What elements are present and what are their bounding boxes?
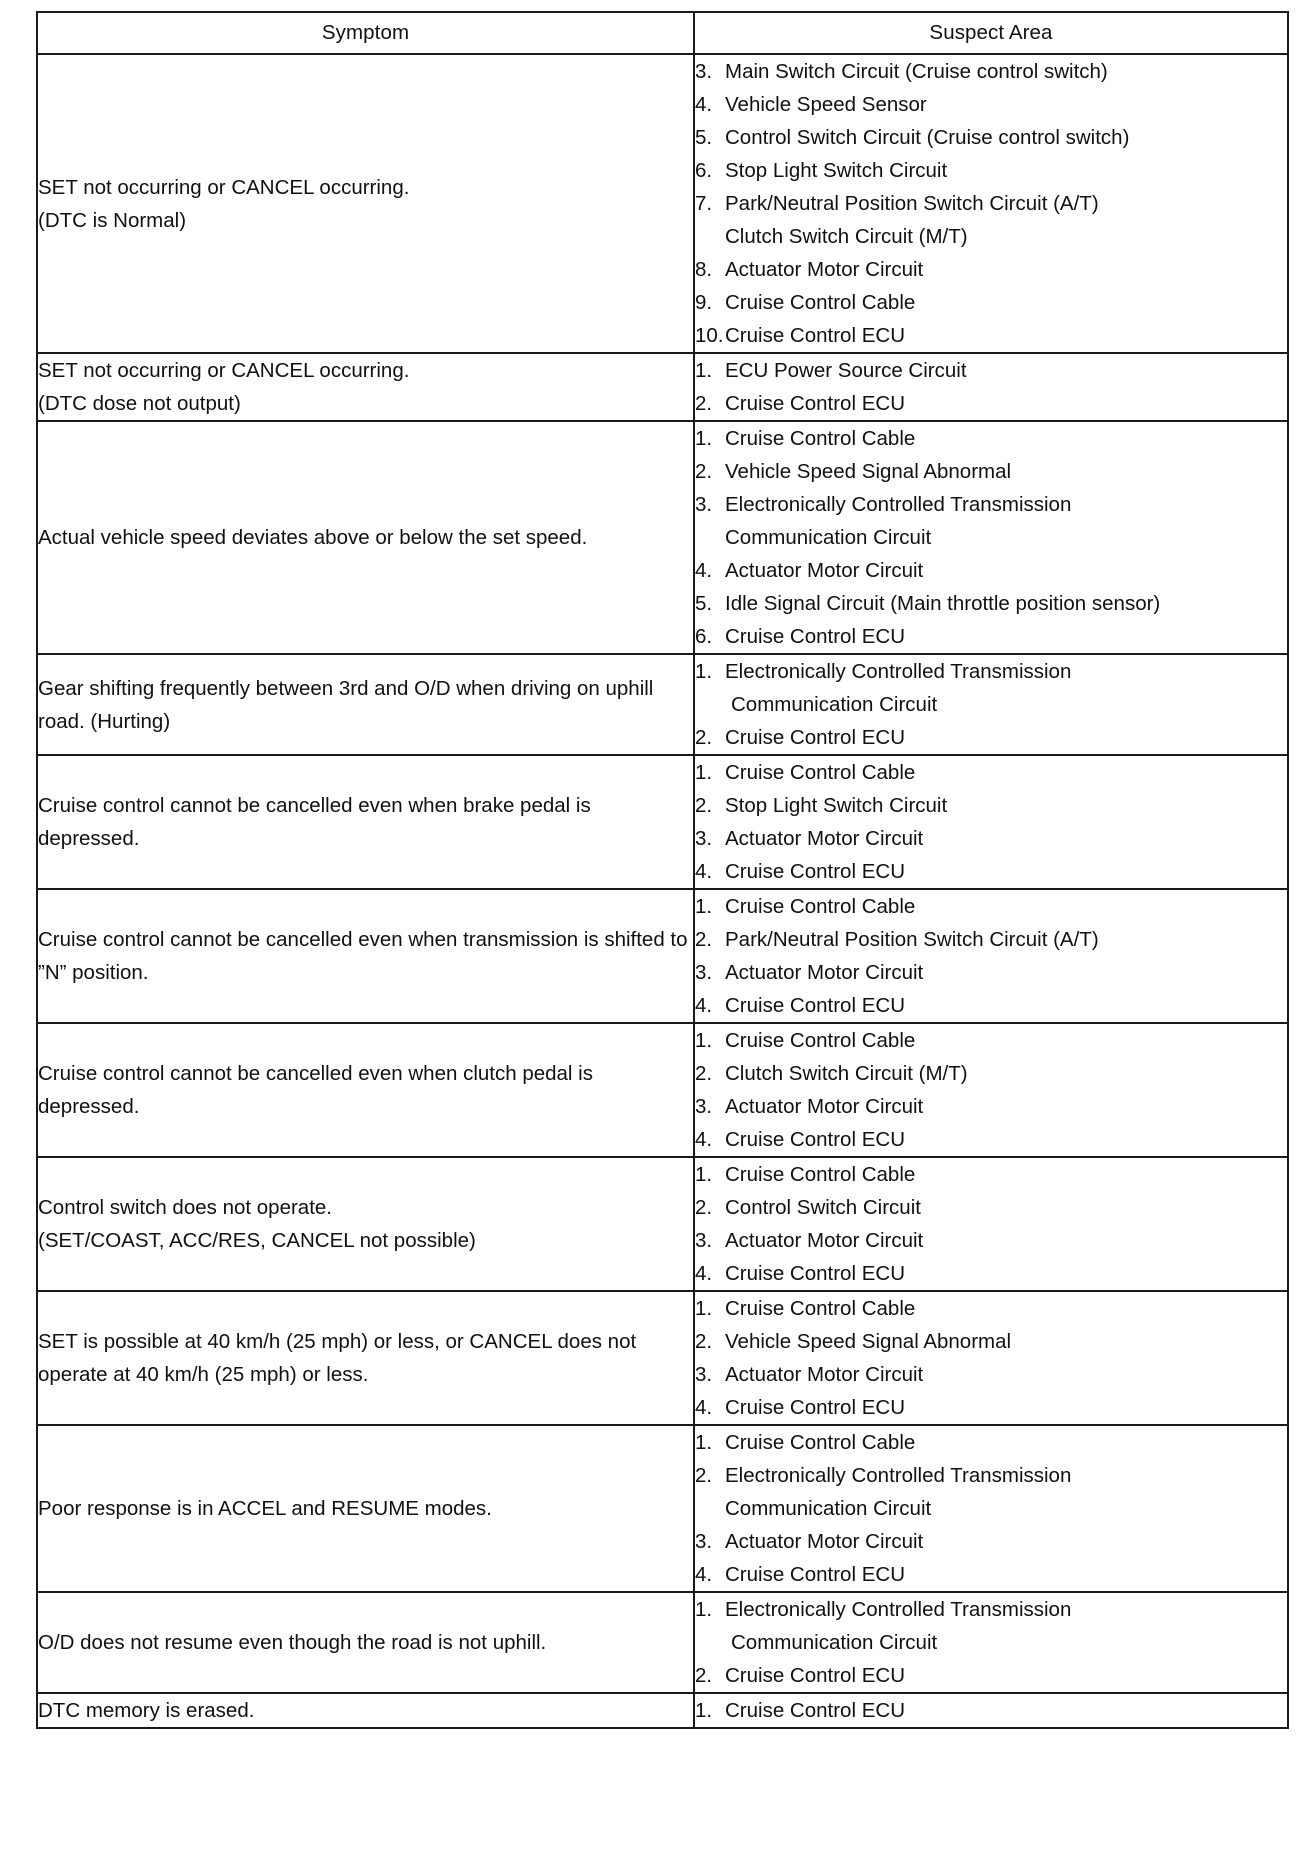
item-text: Cruise Control Cable bbox=[725, 427, 916, 450]
item-text: Idle Signal Circuit (Main throttle position sensor) bbox=[725, 592, 1161, 615]
item-text: Cruise Control Cable bbox=[725, 761, 916, 784]
item-number: 5. bbox=[695, 592, 713, 615]
suspect-item bbox=[695, 1358, 1287, 1391]
item-continuation: Communication Circuit bbox=[731, 1631, 938, 1654]
table-row bbox=[37, 54, 1288, 353]
suspect-item bbox=[695, 989, 1287, 1022]
symptom-text: Gear shifting frequently between 3rd and O/D when driving on uphill road. (Hurting) bbox=[38, 676, 654, 733]
symptom-cell bbox=[37, 889, 694, 1023]
table-row bbox=[37, 353, 1288, 421]
symptom-cell bbox=[37, 421, 694, 654]
item-number: 2. bbox=[695, 726, 713, 749]
suspect-item bbox=[695, 1158, 1287, 1191]
item-text: Electronically Controlled Transmission bbox=[725, 493, 1072, 516]
item-number: 1. bbox=[695, 359, 713, 382]
symptom-text: Cruise control cannot be cancelled even when brake pedal is depressed. bbox=[38, 794, 591, 850]
symptom-text: (SET/COAST, ACC/RES, CANCEL not possible) bbox=[38, 1229, 476, 1252]
item-number: 4. bbox=[695, 1563, 713, 1586]
item-text: Electronically Controlled Transmission bbox=[725, 1598, 1072, 1621]
suspect-item bbox=[695, 721, 1287, 754]
item-text: Actuator Motor Circuit bbox=[725, 827, 924, 850]
suspect-area-cell bbox=[694, 755, 1288, 889]
suspect-item bbox=[695, 88, 1287, 121]
item-continuation: Communication Circuit bbox=[725, 526, 932, 549]
symptom-text: DTC memory is erased. bbox=[38, 1699, 255, 1722]
table-row bbox=[37, 1592, 1288, 1693]
suspect-item bbox=[695, 1593, 1287, 1626]
item-continuation: Clutch Switch Circuit (M/T) bbox=[725, 225, 968, 248]
item-text: Cruise Control ECU bbox=[725, 1699, 905, 1722]
suspect-item bbox=[695, 923, 1287, 956]
suspect-area-cell bbox=[694, 54, 1288, 353]
suspect-item bbox=[695, 488, 1287, 521]
item-text: Cruise Control ECU bbox=[725, 1563, 905, 1586]
item-number: 3. bbox=[695, 1530, 713, 1553]
suspect-area-cell bbox=[694, 889, 1288, 1023]
item-text: Stop Light Switch Circuit bbox=[725, 159, 948, 182]
item-number: 4. bbox=[695, 1128, 713, 1151]
item-text: Actuator Motor Circuit bbox=[725, 1363, 924, 1386]
troubleshooting-table bbox=[36, 11, 1289, 1729]
symptom-cell bbox=[37, 1693, 694, 1728]
suspect-item bbox=[695, 756, 1287, 789]
item-number: 7. bbox=[695, 192, 713, 215]
symptom-cell bbox=[37, 1291, 694, 1425]
item-text: Cruise Control Cable bbox=[725, 1163, 916, 1186]
item-number: 3. bbox=[695, 1363, 713, 1386]
item-text: Cruise Control Cable bbox=[725, 291, 916, 314]
suspect-item bbox=[695, 789, 1287, 822]
symptom-cell bbox=[37, 1425, 694, 1592]
item-text: Cruise Control ECU bbox=[725, 1128, 905, 1151]
item-number: 4. bbox=[695, 860, 713, 883]
suspect-item bbox=[695, 655, 1287, 688]
suspect-item bbox=[695, 1459, 1287, 1492]
item-number: 2. bbox=[695, 392, 713, 415]
suspect-item bbox=[695, 822, 1287, 855]
table-row bbox=[37, 421, 1288, 654]
item-number: 3. bbox=[695, 827, 713, 850]
header-suspect-area: Suspect Area bbox=[694, 12, 1288, 54]
item-number: 1. bbox=[695, 1699, 713, 1722]
item-number: 5. bbox=[695, 126, 713, 149]
table-body bbox=[37, 54, 1288, 1728]
item-number: 2. bbox=[695, 794, 713, 817]
item-number: 10. bbox=[695, 324, 724, 347]
suspect-item bbox=[695, 956, 1287, 989]
item-text: Cruise Control Cable bbox=[725, 1431, 916, 1454]
suspect-item bbox=[695, 855, 1287, 888]
item-text: ECU Power Source Circuit bbox=[725, 359, 967, 382]
symptom-text: Poor response is in ACCEL and RESUME modes. bbox=[38, 1497, 492, 1520]
item-text: Actuator Motor Circuit bbox=[725, 1095, 924, 1118]
suspect-area-cell bbox=[694, 353, 1288, 421]
item-number: 2. bbox=[695, 1196, 713, 1219]
item-text: Cruise Control ECU bbox=[725, 726, 905, 749]
suspect-item bbox=[695, 1090, 1287, 1123]
header-symptom: Symptom bbox=[37, 12, 694, 54]
item-number: 3. bbox=[695, 493, 713, 516]
item-number: 2. bbox=[695, 1664, 713, 1687]
suspect-item bbox=[695, 1024, 1287, 1057]
item-number: 1. bbox=[695, 1598, 713, 1621]
item-number: 4. bbox=[695, 1262, 713, 1285]
suspect-item bbox=[695, 1191, 1287, 1224]
item-number: 3. bbox=[695, 60, 713, 83]
item-number: 2. bbox=[695, 1062, 713, 1085]
item-text: Vehicle Speed Signal Abnormal bbox=[725, 1330, 1012, 1353]
item-number: 1. bbox=[695, 1029, 713, 1052]
suspect-area-cell bbox=[694, 1291, 1288, 1425]
item-number: 4. bbox=[695, 559, 713, 582]
item-text: Electronically Controlled Transmission bbox=[725, 1464, 1072, 1487]
item-text: Actuator Motor Circuit bbox=[725, 1530, 924, 1553]
suspect-item bbox=[695, 422, 1287, 455]
item-text: Actuator Motor Circuit bbox=[725, 559, 924, 582]
table-row bbox=[37, 1157, 1288, 1291]
item-number: 3. bbox=[695, 1229, 713, 1252]
suspect-area-cell bbox=[694, 654, 1288, 755]
item-number: 4. bbox=[695, 93, 713, 116]
item-number: 2. bbox=[695, 460, 713, 483]
item-number: 1. bbox=[695, 427, 713, 450]
table-row bbox=[37, 1693, 1288, 1728]
suspect-item bbox=[695, 1694, 1287, 1727]
item-number: 2. bbox=[695, 1464, 713, 1487]
suspect-item bbox=[695, 1558, 1287, 1591]
table-row bbox=[37, 755, 1288, 889]
item-number: 4. bbox=[695, 1396, 713, 1419]
suspect-item bbox=[695, 1292, 1287, 1325]
suspect-area-cell bbox=[694, 421, 1288, 654]
suspect-item bbox=[695, 154, 1287, 187]
table-row bbox=[37, 1425, 1288, 1592]
suspect-area-cell bbox=[694, 1592, 1288, 1693]
suspect-item bbox=[695, 1123, 1287, 1156]
suspect-area-cell bbox=[694, 1157, 1288, 1291]
suspect-item bbox=[695, 253, 1287, 286]
symptom-text: Control switch does not operate. bbox=[38, 1196, 332, 1219]
item-text: Park/Neutral Position Switch Circuit (A/T) bbox=[725, 928, 1099, 951]
suspect-item bbox=[695, 319, 1287, 352]
suspect-item bbox=[695, 1257, 1287, 1290]
item-number: 1. bbox=[695, 761, 713, 784]
item-number: 6. bbox=[695, 625, 713, 648]
suspect-item bbox=[695, 587, 1287, 620]
suspect-area-cell bbox=[694, 1693, 1288, 1728]
item-text: Actuator Motor Circuit bbox=[725, 961, 924, 984]
suspect-item bbox=[695, 1659, 1287, 1692]
header-row bbox=[37, 12, 1288, 54]
item-continuation: Communication Circuit bbox=[731, 693, 938, 716]
item-text: Cruise Control Cable bbox=[725, 1029, 916, 1052]
symptom-cell bbox=[37, 1023, 694, 1157]
item-number: 8. bbox=[695, 258, 713, 281]
item-text: Main Switch Circuit (Cruise control switch) bbox=[725, 60, 1108, 83]
suspect-item bbox=[695, 1224, 1287, 1257]
symptom-text: SET not occurring or CANCEL occurring. bbox=[38, 359, 410, 382]
item-text: Cruise Control ECU bbox=[725, 1262, 905, 1285]
symptom-cell bbox=[37, 755, 694, 889]
symptom-cell bbox=[37, 1157, 694, 1291]
item-text: Actuator Motor Circuit bbox=[725, 1229, 924, 1252]
item-text: Park/Neutral Position Switch Circuit (A/T) bbox=[725, 192, 1099, 215]
suspect-item bbox=[695, 455, 1287, 488]
item-text: Cruise Control ECU bbox=[725, 860, 905, 883]
symptom-cell bbox=[37, 353, 694, 421]
item-number: 1. bbox=[695, 1297, 713, 1320]
item-number: 3. bbox=[695, 961, 713, 984]
item-number: 2. bbox=[695, 928, 713, 951]
item-text: Control Switch Circuit (Cruise control switch) bbox=[725, 126, 1130, 149]
symptom-cell bbox=[37, 54, 694, 353]
suspect-item bbox=[695, 121, 1287, 154]
item-continuation: Communication Circuit bbox=[725, 1497, 932, 1520]
suspect-item bbox=[695, 620, 1287, 653]
suspect-item bbox=[695, 187, 1287, 220]
item-text: Cruise Control ECU bbox=[725, 994, 905, 1017]
item-text: Cruise Control ECU bbox=[725, 1664, 905, 1687]
suspect-item bbox=[695, 554, 1287, 587]
item-number: 1. bbox=[695, 660, 713, 683]
item-text: Vehicle Speed Signal Abnormal bbox=[725, 460, 1012, 483]
item-text: Cruise Control Cable bbox=[725, 895, 916, 918]
suspect-area-cell bbox=[694, 1425, 1288, 1592]
item-text: Vehicle Speed Sensor bbox=[725, 93, 927, 116]
symptom-text: SET is possible at 40 km/h (25 mph) or less, or CANCEL does not operate at 40 km/h (25 mph) or less. bbox=[38, 1330, 637, 1386]
item-text: Control Switch Circuit bbox=[725, 1196, 921, 1219]
suspect-item bbox=[695, 1391, 1287, 1424]
item-number: 9. bbox=[695, 291, 713, 314]
item-number: 1. bbox=[695, 1163, 713, 1186]
table-row bbox=[37, 1291, 1288, 1425]
item-number: 4. bbox=[695, 994, 713, 1017]
symptom-text: (DTC dose not output) bbox=[38, 392, 241, 415]
suspect-item bbox=[695, 55, 1287, 88]
item-text: Stop Light Switch Circuit bbox=[725, 794, 948, 817]
item-number: 3. bbox=[695, 1095, 713, 1118]
suspect-item bbox=[695, 1426, 1287, 1459]
symptom-text: SET not occurring or CANCEL occurring. bbox=[38, 175, 410, 199]
suspect-item bbox=[695, 387, 1287, 420]
symptom-text: Actual vehicle speed deviates above or below the set speed. bbox=[38, 526, 588, 549]
suspect-item bbox=[695, 1057, 1287, 1090]
suspect-item bbox=[695, 890, 1287, 923]
suspect-item bbox=[695, 286, 1287, 319]
suspect-area-cell bbox=[694, 1023, 1288, 1157]
item-number: 6. bbox=[695, 159, 713, 182]
symptom-text: (DTC is Normal) bbox=[38, 208, 187, 232]
item-number: 1. bbox=[695, 895, 713, 918]
item-text: Cruise Control ECU bbox=[725, 324, 905, 347]
symptom-text: Cruise control cannot be cancelled even when transmission is shifted to ”N” position. bbox=[38, 928, 688, 984]
item-text: Clutch Switch Circuit (M/T) bbox=[725, 1062, 968, 1085]
item-text: Cruise Control Cable bbox=[725, 1297, 916, 1320]
item-text: Cruise Control ECU bbox=[725, 1396, 905, 1419]
item-number: 2. bbox=[695, 1330, 713, 1353]
symptom-text: Cruise control cannot be cancelled even when clutch pedal is depressed. bbox=[38, 1062, 593, 1118]
suspect-item bbox=[695, 1525, 1287, 1558]
table-row bbox=[37, 654, 1288, 755]
item-text: Electronically Controlled Transmission bbox=[725, 660, 1072, 683]
item-text: Actuator Motor Circuit bbox=[725, 258, 924, 281]
item-number: 1. bbox=[695, 1431, 713, 1454]
symptom-cell bbox=[37, 654, 694, 755]
suspect-item bbox=[695, 354, 1287, 387]
table-row bbox=[37, 1023, 1288, 1157]
item-text: Cruise Control ECU bbox=[725, 625, 905, 648]
suspect-item bbox=[695, 1325, 1287, 1358]
symptom-text: O/D does not resume even though the road is not uphill. bbox=[38, 1631, 547, 1654]
item-text: Cruise Control ECU bbox=[725, 392, 905, 415]
table-row bbox=[37, 889, 1288, 1023]
symptom-cell bbox=[37, 1592, 694, 1693]
